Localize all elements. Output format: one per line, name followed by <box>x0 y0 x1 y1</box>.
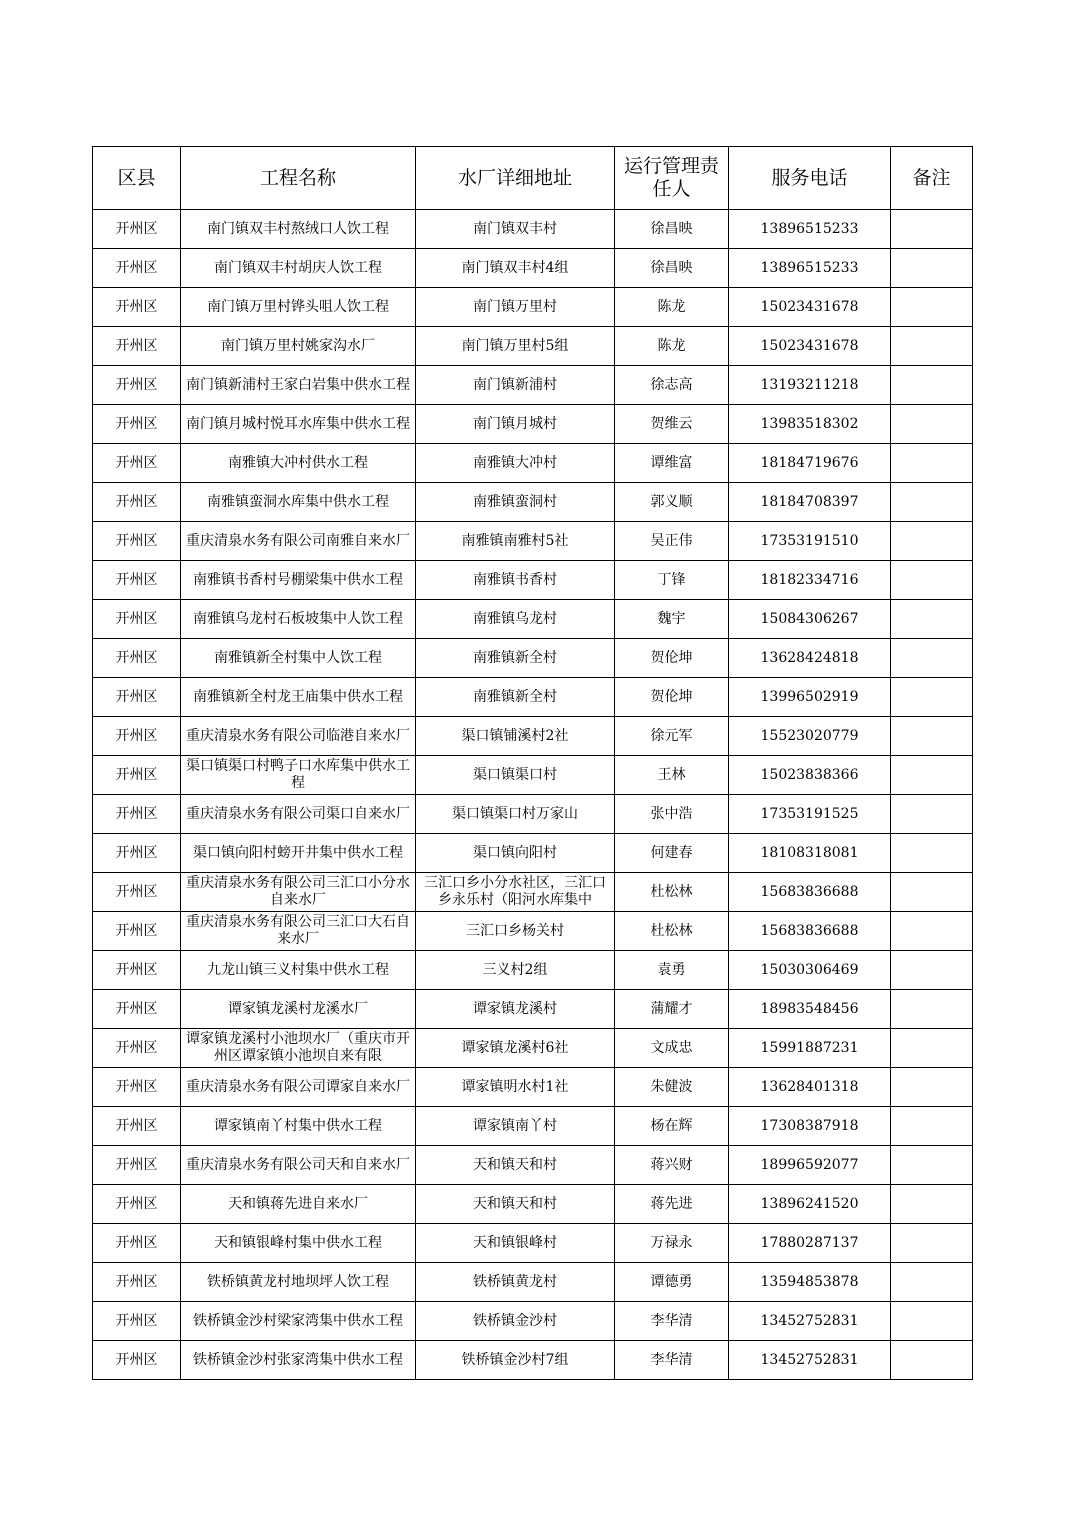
cell-project-name-text: 铁桥镇金沙村张家湾集中供水工程 <box>193 1351 403 1368</box>
table-row <box>93 444 973 483</box>
cell-phone: 13452752831 <box>729 1341 891 1380</box>
cell-manager: 文成忠 <box>615 1029 729 1068</box>
cell-project-name-text: 渠口镇向阳村螃开井集中供水工程 <box>193 844 403 861</box>
header-manager-label: 运行管理责任人 <box>623 155 719 200</box>
cell-plant-address <box>416 1029 615 1068</box>
cell-project-name-text: 南门镇月城村悦耳水库集中供水工程 <box>186 415 410 432</box>
cell-remark <box>891 1146 973 1185</box>
cell-manager: 何建春 <box>615 834 729 873</box>
cell-manager: 贺伦坤 <box>615 639 729 678</box>
cell-phone: 13896515233 <box>729 249 891 288</box>
table-row <box>93 483 973 522</box>
cell-plant-address-text: 渠口镇向阳村 <box>473 844 557 861</box>
cell-district: 开州区 <box>93 1302 181 1341</box>
cell-plant-address-text: 南门镇万里村5组 <box>461 337 569 354</box>
cell-manager: 丁锋 <box>615 561 729 600</box>
cell-project-name <box>181 327 416 366</box>
cell-plant-address <box>416 873 615 912</box>
cell-plant-address-text: 三汇口乡杨关村 <box>466 922 564 939</box>
cell-project-name <box>181 600 416 639</box>
cell-project-name <box>181 990 416 1029</box>
cell-plant-address <box>416 990 615 1029</box>
cell-district: 开州区 <box>93 1185 181 1224</box>
cell-plant-address <box>416 639 615 678</box>
cell-manager: 蒋兴财 <box>615 1146 729 1185</box>
header-row <box>93 147 973 210</box>
header-remark: 备注 <box>891 147 973 210</box>
cell-remark <box>891 600 973 639</box>
cell-plant-address <box>416 717 615 756</box>
cell-phone: 13628424818 <box>729 639 891 678</box>
cell-phone: 15023431678 <box>729 327 891 366</box>
cell-district: 开州区 <box>93 483 181 522</box>
cell-district: 开州区 <box>93 1224 181 1263</box>
table-row <box>93 249 973 288</box>
table-row <box>93 795 973 834</box>
cell-project-name <box>181 1263 416 1302</box>
cell-project-name-text: 南门镇万里村姚家沟水厂 <box>221 337 375 354</box>
cell-remark <box>891 249 973 288</box>
cell-project-name <box>181 795 416 834</box>
cell-manager: 蒋先进 <box>615 1185 729 1224</box>
cell-plant-address-text: 南门镇万里村 <box>473 298 557 315</box>
cell-district: 开州区 <box>93 1107 181 1146</box>
cell-district: 开州区 <box>93 1029 181 1068</box>
table-row <box>93 1302 973 1341</box>
cell-phone: 13896241520 <box>729 1185 891 1224</box>
cell-remark <box>891 1224 973 1263</box>
cell-project-name <box>181 522 416 561</box>
table-row <box>93 210 973 249</box>
cell-phone: 13996502919 <box>729 678 891 717</box>
cell-project-name-text: 铁桥镇金沙村梁家湾集中供水工程 <box>193 1312 403 1329</box>
cell-manager: 徐元军 <box>615 717 729 756</box>
cell-plant-address-text: 铁桥镇金沙村7组 <box>461 1351 569 1368</box>
cell-plant-address-text: 渠口镇渠口村 <box>473 766 557 783</box>
cell-manager: 杜松林 <box>615 873 729 912</box>
cell-plant-address <box>416 405 615 444</box>
cell-phone: 15084306267 <box>729 600 891 639</box>
cell-plant-address-text: 天和镇银峰村 <box>473 1234 557 1251</box>
cell-plant-address <box>416 327 615 366</box>
cell-project-name <box>181 366 416 405</box>
cell-phone: 13452752831 <box>729 1302 891 1341</box>
cell-remark <box>891 1185 973 1224</box>
cell-plant-address <box>416 1341 615 1380</box>
cell-manager: 陈龙 <box>615 327 729 366</box>
table-row <box>93 1224 973 1263</box>
cell-project-name <box>181 678 416 717</box>
cell-phone: 15030306469 <box>729 951 891 990</box>
cell-plant-address <box>416 483 615 522</box>
cell-district: 开州区 <box>93 1341 181 1380</box>
cell-phone: 13193211218 <box>729 366 891 405</box>
cell-district: 开州区 <box>93 951 181 990</box>
cell-plant-address-text: 铁桥镇金沙村 <box>473 1312 557 1329</box>
cell-remark <box>891 951 973 990</box>
cell-manager: 徐昌映 <box>615 210 729 249</box>
table-row <box>93 1341 973 1380</box>
cell-phone: 18983548456 <box>729 990 891 1029</box>
cell-manager: 张中浩 <box>615 795 729 834</box>
cell-manager: 杨在辉 <box>615 1107 729 1146</box>
cell-district: 开州区 <box>93 366 181 405</box>
cell-plant-address <box>416 1185 615 1224</box>
table-row <box>93 990 973 1029</box>
cell-plant-address <box>416 210 615 249</box>
header-phone: 服务电话 <box>729 147 891 210</box>
cell-plant-address-text: 谭家镇龙溪村6社 <box>461 1039 569 1056</box>
cell-plant-address-text: 天和镇天和村 <box>473 1156 557 1173</box>
cell-project-name <box>181 1224 416 1263</box>
table-row <box>93 1146 973 1185</box>
cell-project-name-text: 重庆清泉水务有限公司三汇口大石自来水厂 <box>186 914 410 947</box>
cell-district: 开州区 <box>93 639 181 678</box>
cell-district: 开州区 <box>93 912 181 951</box>
cell-project-name-text: 天和镇蒋先进自来水厂 <box>228 1195 368 1212</box>
cell-project-name-text: 南门镇双丰村熬绒口人饮工程 <box>207 220 389 237</box>
cell-phone: 13896515233 <box>729 210 891 249</box>
cell-project-name <box>181 834 416 873</box>
cell-phone: 15683836688 <box>729 912 891 951</box>
cell-manager: 李华清 <box>615 1302 729 1341</box>
cell-plant-address-text: 渠口镇渠口村万家山 <box>452 805 578 822</box>
cell-project-name <box>181 1185 416 1224</box>
cell-plant-address-text: 渠口镇铺溪村2社 <box>461 727 569 744</box>
cell-plant-address-text: 南雅镇新全村 <box>473 688 557 705</box>
cell-district: 开州区 <box>93 756 181 795</box>
cell-district: 开州区 <box>93 834 181 873</box>
cell-phone: 17308387918 <box>729 1107 891 1146</box>
cell-project-name-text: 重庆清泉水务有限公司谭家自来水厂 <box>186 1078 410 1095</box>
cell-remark <box>891 288 973 327</box>
table-row <box>93 561 973 600</box>
cell-project-name <box>181 1146 416 1185</box>
cell-plant-address <box>416 249 615 288</box>
cell-plant-address <box>416 1263 615 1302</box>
cell-project-name <box>181 249 416 288</box>
table-row <box>93 1185 973 1224</box>
cell-project-name-text: 南雅镇蛮洞水库集中供水工程 <box>207 493 389 510</box>
cell-phone: 15023431678 <box>729 288 891 327</box>
table-row <box>93 600 973 639</box>
cell-remark <box>891 561 973 600</box>
table-row <box>93 678 973 717</box>
cell-plant-address <box>416 1107 615 1146</box>
cell-plant-address <box>416 1146 615 1185</box>
cell-district: 开州区 <box>93 990 181 1029</box>
cell-remark <box>891 483 973 522</box>
cell-project-name-text: 南雅镇书香村号棚梁集中供水工程 <box>193 571 403 588</box>
cell-plant-address-text: 南雅镇蛮洞村 <box>473 493 557 510</box>
cell-project-name-text: 南雅镇新全村集中人饮工程 <box>214 649 382 666</box>
cell-plant-address-text: 南雅镇乌龙村 <box>473 610 557 627</box>
cell-remark <box>891 1068 973 1107</box>
cell-plant-address <box>416 834 615 873</box>
table-row <box>93 912 973 951</box>
cell-project-name-text: 重庆清泉水务有限公司临港自来水厂 <box>186 727 410 744</box>
cell-project-name-text: 九龙山镇三义村集中供水工程 <box>207 961 389 978</box>
cell-project-name-text: 重庆清泉水务有限公司南雅自来水厂 <box>186 532 410 549</box>
cell-manager: 吴正伟 <box>615 522 729 561</box>
cell-project-name <box>181 717 416 756</box>
cell-project-name <box>181 561 416 600</box>
cell-project-name <box>181 483 416 522</box>
cell-project-name <box>181 1029 416 1068</box>
table-row <box>93 327 973 366</box>
cell-project-name-text: 渠口镇渠口村鸭子口水库集中供水工程 <box>186 758 410 791</box>
cell-remark <box>891 639 973 678</box>
cell-project-name-text: 重庆清泉水务有限公司天和自来水厂 <box>186 1156 410 1173</box>
cell-district: 开州区 <box>93 561 181 600</box>
cell-manager: 陈龙 <box>615 288 729 327</box>
cell-plant-address-text: 铁桥镇黄龙村 <box>473 1273 557 1290</box>
cell-remark <box>891 1302 973 1341</box>
cell-phone: 15991887231 <box>729 1029 891 1068</box>
table-row <box>93 834 973 873</box>
cell-district: 开州区 <box>93 1263 181 1302</box>
cell-remark <box>891 1263 973 1302</box>
table-row <box>93 1263 973 1302</box>
header-plant-address: 水厂详细地址 <box>416 147 615 210</box>
cell-manager: 贺维云 <box>615 405 729 444</box>
cell-district: 开州区 <box>93 249 181 288</box>
cell-remark <box>891 1341 973 1380</box>
cell-district: 开州区 <box>93 873 181 912</box>
cell-project-name-text: 谭家镇南丫村集中供水工程 <box>214 1117 382 1134</box>
cell-manager: 魏宇 <box>615 600 729 639</box>
cell-manager: 徐志高 <box>615 366 729 405</box>
cell-plant-address-text: 谭家镇明水村1社 <box>461 1078 569 1095</box>
table-row <box>93 756 973 795</box>
cell-project-name-text: 南门镇万里村铧头咀人饮工程 <box>207 298 389 315</box>
cell-project-name <box>181 951 416 990</box>
table-body <box>93 210 973 1380</box>
cell-district: 开州区 <box>93 522 181 561</box>
cell-plant-address-text: 南门镇月城村 <box>473 415 557 432</box>
table-row <box>93 1107 973 1146</box>
cell-manager: 谭德勇 <box>615 1263 729 1302</box>
cell-manager: 杜松林 <box>615 912 729 951</box>
cell-district: 开州区 <box>93 1068 181 1107</box>
cell-remark <box>891 1029 973 1068</box>
cell-manager: 郭义顺 <box>615 483 729 522</box>
cell-district: 开州区 <box>93 678 181 717</box>
cell-plant-address <box>416 678 615 717</box>
water-plant-table <box>92 146 973 1380</box>
cell-plant-address <box>416 1068 615 1107</box>
cell-plant-address <box>416 756 615 795</box>
cell-district: 开州区 <box>93 444 181 483</box>
cell-plant-address-text: 南雅镇大冲村 <box>473 454 557 471</box>
cell-manager: 贺伦坤 <box>615 678 729 717</box>
cell-project-name <box>181 1068 416 1107</box>
cell-plant-address <box>416 1302 615 1341</box>
cell-project-name <box>181 210 416 249</box>
cell-district: 开州区 <box>93 288 181 327</box>
cell-manager: 袁勇 <box>615 951 729 990</box>
cell-project-name-text: 谭家镇龙溪村龙溪水厂 <box>228 1000 368 1017</box>
cell-district: 开州区 <box>93 1146 181 1185</box>
cell-remark <box>891 405 973 444</box>
cell-remark <box>891 756 973 795</box>
cell-plant-address-text: 谭家镇龙溪村 <box>473 1000 557 1017</box>
table-row <box>93 639 973 678</box>
table-row <box>93 873 973 912</box>
cell-project-name-text: 铁桥镇黄龙村地坝坪人饮工程 <box>207 1273 389 1290</box>
cell-plant-address-text: 南门镇新浦村 <box>473 376 557 393</box>
cell-district: 开州区 <box>93 405 181 444</box>
cell-phone: 18996592077 <box>729 1146 891 1185</box>
cell-plant-address-text: 南雅镇书香村 <box>473 571 557 588</box>
cell-remark <box>891 210 973 249</box>
cell-plant-address <box>416 561 615 600</box>
cell-project-name <box>181 873 416 912</box>
cell-phone: 18108318081 <box>729 834 891 873</box>
cell-manager: 朱健波 <box>615 1068 729 1107</box>
cell-phone: 13594853878 <box>729 1263 891 1302</box>
cell-plant-address-text: 南门镇双丰村4组 <box>461 259 569 276</box>
table-row <box>93 288 973 327</box>
cell-manager: 谭维富 <box>615 444 729 483</box>
table-row <box>93 1029 973 1068</box>
cell-project-name-text: 南雅镇新全村龙王庙集中供水工程 <box>193 688 403 705</box>
cell-district: 开州区 <box>93 795 181 834</box>
header-manager <box>615 147 729 210</box>
cell-project-name-text: 南雅镇大冲村供水工程 <box>228 454 368 471</box>
cell-remark <box>891 795 973 834</box>
cell-plant-address-text: 南门镇双丰村 <box>473 220 557 237</box>
header-district: 区县 <box>93 147 181 210</box>
cell-remark <box>891 990 973 1029</box>
cell-project-name <box>181 756 416 795</box>
cell-manager: 王林 <box>615 756 729 795</box>
cell-phone: 17353191510 <box>729 522 891 561</box>
table-row <box>93 1068 973 1107</box>
table-row <box>93 522 973 561</box>
cell-phone: 18184719676 <box>729 444 891 483</box>
cell-project-name-text: 重庆清泉水务有限公司三汇口小分水自来水厂 <box>186 875 410 908</box>
cell-phone: 17353191525 <box>729 795 891 834</box>
cell-plant-address-text: 南雅镇新全村 <box>473 649 557 666</box>
cell-phone: 15023838366 <box>729 756 891 795</box>
cell-project-name-text: 南雅镇乌龙村石板坡集中人饮工程 <box>193 610 403 627</box>
cell-project-name-text: 天和镇银峰村集中供水工程 <box>214 1234 382 1251</box>
cell-project-name <box>181 639 416 678</box>
cell-district: 开州区 <box>93 327 181 366</box>
cell-plant-address-text: 三汇口乡小分水社区，三汇口乡永乐村（阳河水库集中 <box>424 875 606 908</box>
cell-project-name <box>181 444 416 483</box>
cell-remark <box>891 1107 973 1146</box>
cell-phone: 15523020779 <box>729 717 891 756</box>
cell-remark <box>891 912 973 951</box>
header-project-name: 工程名称 <box>181 147 416 210</box>
cell-manager: 徐昌映 <box>615 249 729 288</box>
cell-remark <box>891 717 973 756</box>
cell-phone: 18184708397 <box>729 483 891 522</box>
cell-plant-address-text: 三义村2组 <box>482 961 548 978</box>
cell-remark <box>891 327 973 366</box>
cell-manager: 蒲耀才 <box>615 990 729 1029</box>
cell-project-name <box>181 1107 416 1146</box>
cell-project-name <box>181 405 416 444</box>
cell-phone: 17880287137 <box>729 1224 891 1263</box>
cell-plant-address-text: 天和镇天和村 <box>473 1195 557 1212</box>
table-row <box>93 366 973 405</box>
cell-plant-address <box>416 912 615 951</box>
cell-district: 开州区 <box>93 600 181 639</box>
cell-project-name-text: 重庆清泉水务有限公司渠口自来水厂 <box>186 805 410 822</box>
cell-project-name <box>181 1341 416 1380</box>
cell-project-name <box>181 288 416 327</box>
cell-plant-address-text: 南雅镇南雅村5社 <box>461 532 569 549</box>
cell-phone: 13983518302 <box>729 405 891 444</box>
cell-remark <box>891 444 973 483</box>
cell-phone: 13628401318 <box>729 1068 891 1107</box>
cell-manager: 李华清 <box>615 1341 729 1380</box>
cell-project-name-text: 谭家镇龙溪村小池坝水厂（重庆市开州区谭家镇小池坝自来有限 <box>186 1031 410 1064</box>
cell-plant-address <box>416 795 615 834</box>
cell-phone: 15683836688 <box>729 873 891 912</box>
cell-remark <box>891 873 973 912</box>
cell-plant-address <box>416 288 615 327</box>
cell-remark <box>891 834 973 873</box>
cell-plant-address <box>416 1224 615 1263</box>
cell-plant-address <box>416 951 615 990</box>
table-row <box>93 951 973 990</box>
cell-plant-address <box>416 444 615 483</box>
cell-remark <box>891 678 973 717</box>
cell-district: 开州区 <box>93 210 181 249</box>
cell-remark <box>891 366 973 405</box>
table-row <box>93 717 973 756</box>
cell-phone: 18182334716 <box>729 561 891 600</box>
table-row <box>93 405 973 444</box>
cell-project-name-text: 南门镇新浦村王家白岩集中供水工程 <box>186 376 410 393</box>
cell-manager: 万禄永 <box>615 1224 729 1263</box>
cell-district: 开州区 <box>93 717 181 756</box>
cell-plant-address <box>416 366 615 405</box>
cell-project-name <box>181 1302 416 1341</box>
cell-plant-address-text: 谭家镇南丫村 <box>473 1117 557 1134</box>
cell-project-name-text: 南门镇双丰村胡庆人饮工程 <box>214 259 382 276</box>
cell-remark <box>891 522 973 561</box>
cell-plant-address <box>416 600 615 639</box>
cell-plant-address <box>416 522 615 561</box>
cell-project-name <box>181 912 416 951</box>
